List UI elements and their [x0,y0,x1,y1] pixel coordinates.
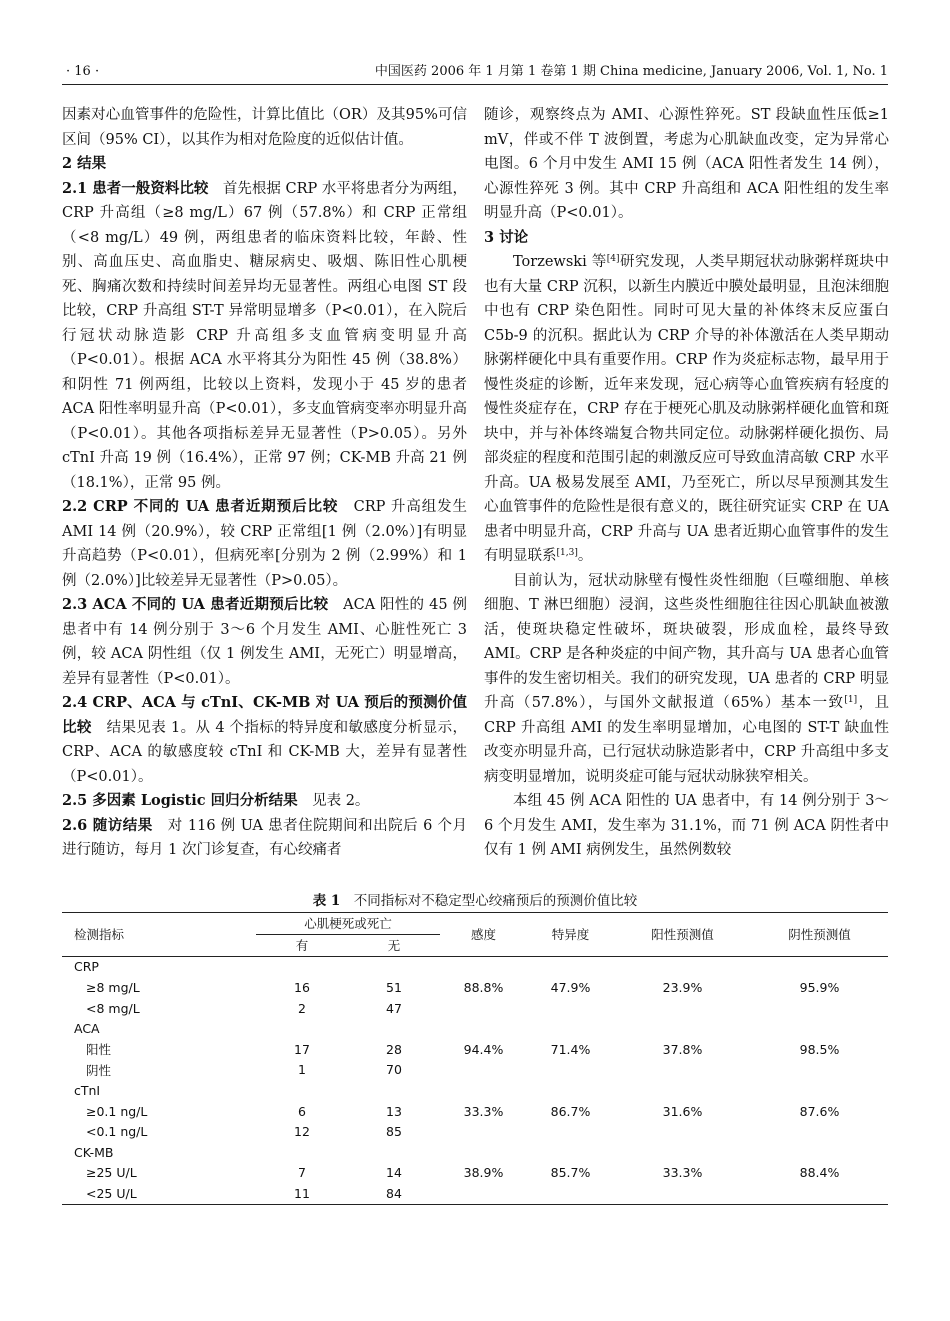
row-label: <8 mg/L [86,1000,140,1016]
cell-npv [751,1018,888,1039]
cell-sensitivity: 94.4% [463,1041,504,1057]
row-label: CK-MB [74,1144,114,1160]
header-indicator: 检测指标 [62,913,256,957]
cell-no [348,1018,440,1039]
cell-yes: 16 [294,979,310,995]
cell-yes [256,1142,348,1163]
header-sensitivity: 感度 [440,913,527,957]
cell-sensitivity [440,1080,527,1101]
section-2-6-title: 2.6 随访结果 [62,816,153,834]
table-row [62,1060,888,1081]
cell-npv [751,1080,888,1101]
cell-ppv [614,1183,751,1204]
cell-ppv: 31.6% [662,1103,703,1119]
cell-specificity [527,1018,614,1039]
row-label: 阴性 [86,1062,112,1078]
cell-no: 70 [386,1062,402,1078]
table-row [62,977,888,998]
citation-1-3: [1,3] [556,548,578,558]
cell-yes: 17 [294,1041,310,1057]
right-column [484,103,889,863]
cell-ppv [614,998,751,1019]
header-npv: 阴性预测值 [751,913,888,957]
table-row [62,1183,888,1204]
table-1-caption [62,889,888,909]
cell-ppv: 37.8% [662,1041,703,1057]
table-row [62,998,888,1019]
cell-npv: 88.4% [799,1165,840,1181]
followup-continuation: 随诊，观察终点为 AMI、心源性猝死。ST 段缺血性压低≥1 mV，伴或不伴 T 波倒置，考虑为心肌缺血改变，定为异常心电图。6 个月中发生 AMI 15 例（ACA 阳性者发生 14 例），心源性猝死 3 例。其中 CRP 升高组和 ACA 阳性组的发生率明显升高（P<0.01）。 [484,107,889,221]
table-1-label: 表 1 [312,893,341,909]
header-yes: 有 [256,934,348,956]
cell-no: 13 [386,1103,402,1119]
page-number: · 16 · [66,64,100,79]
cell-npv [751,1142,888,1163]
section-2-2-title: 2.2 CRP 不同的 UA 患者近期预后比较 [62,498,339,515]
cell-specificity [527,1183,614,1204]
cell-ppv [614,956,751,977]
cell-specificity [527,998,614,1019]
cell-sensitivity [440,956,527,977]
table-1-title: 不同指标对不稳定型心绞痛预后的预测价值比较 [353,893,638,909]
section-2-1-title: 2.1 患者一般资料比较 [62,179,209,197]
table-row [62,1039,888,1060]
cell-yes [256,1080,348,1101]
cell-sensitivity: 88.8% [463,979,504,995]
cell-specificity [527,1121,614,1142]
cell-npv [751,1183,888,1204]
header-mi-or-death: 心肌梗死或死亡 [256,913,440,935]
results-heading: 2 结果 [62,155,107,172]
section-2-6-body: 对 116 例 UA 患者住院期间和出院后 6 个月进行随访，每月 1 次门诊复查，有心绞痛者 [62,817,467,858]
cell-sensitivity [440,1060,527,1081]
section-2-4-body: 结果见表 1。从 4 个指标的特异度和敏感度分析显示，CRP、ACA 的敏感度较 cTnI 和 CK-MB 大，差异有显著性（P<0.01）。 [62,719,468,785]
section-2-3-title: 2.3 ACA 不同的 UA 患者近期预后比较 [62,596,329,613]
cell-sensitivity [440,1183,527,1204]
table-row [62,1163,888,1184]
journal-citation: 中国医药 2006 年 1 月第 1 卷第 1 期 China medicine, January 2006, Vol. 1, No. 1 [374,64,888,79]
row-label: cTnI [74,1082,101,1098]
cell-sensitivity [440,1142,527,1163]
cell-yes [256,1018,348,1039]
cell-npv [751,998,888,1019]
cell-yes: 11 [256,1183,348,1204]
discussion-p1-start: Torzewski 等 [513,254,607,270]
cell-no: 14 [386,1165,402,1181]
section-2-4 [62,691,467,789]
cell-sensitivity [440,1018,527,1039]
cell-yes [256,956,348,977]
cell-ppv [614,1060,751,1081]
discussion-p2-start: 目前认为，冠状动脉壁有慢性炎性细胞（巨噬细胞、单核细胞、T 淋巴细胞）浸润，这些炎性细胞往往因心肌缺血被激活，使斑块稳定性破坏，斑块破裂，形成血栓，最终导致 AMI。CRP 是各种炎症的中间产物，其升高与 UA 患者心血管事件的发生密切相关。我们的研究发现，UA 患者的 CRP 明显升高（57.8%），与国外文献报道（65%）基本一致 [484,572,889,711]
table-row [62,1142,888,1163]
table-row [62,1080,888,1101]
cell-ppv [614,1018,751,1039]
row-label: <0.1 ng/L [86,1124,148,1140]
cell-specificity: 86.7% [550,1103,591,1119]
section-2-3-body: ACA 阳性的 45 例患者中有 14 例分别于 3～6 个月发生 AMI、心脏性死亡 3 例，较 ACA 阴性组（仅 1 例发生 AMI，无死亡）明显增高，差异有显著性（P<0.01）。 [62,597,467,687]
table-1 [62,912,888,1205]
cell-no: 85 [386,1124,402,1140]
cell-ppv [614,1080,751,1101]
cell-no [348,1142,440,1163]
cell-no: 51 [386,979,402,995]
cell-specificity: 85.7% [550,1165,591,1181]
cell-npv [751,956,888,977]
section-2-3 [62,593,467,691]
cell-specificity [527,1142,614,1163]
cell-yes: 12 [294,1124,310,1140]
cell-npv [751,1060,888,1081]
section-2-2-body: CRP 升高组发生 AMI 14 例（20.9%），较 CRP 正常组[1 例（2.0%）]有明显升高趋势（P<0.01），但病死率[分别为 2 例（2.99%）和 1 例（2.0%）]比较差异无显著性（P>0.05）。 [62,499,467,589]
cell-yes: 6 [298,1103,306,1119]
table-row [62,956,888,977]
cell-npv [751,1121,888,1142]
cell-npv: 87.6% [799,1103,840,1119]
section-2-5 [62,789,467,814]
cell-specificity: 71.4% [550,1041,591,1057]
cell-yes: 2 [298,1000,306,1016]
cell-npv: 98.5% [799,1041,840,1057]
cell-specificity: 47.9% [550,979,591,995]
section-2-4-title: 2.4 CRP、ACA 与 cTnI、CK-MB 对 UA 预后的预测价值比较 [62,694,467,736]
cell-no [348,956,440,977]
table-row [62,1101,888,1122]
table-header-row [62,913,888,935]
cell-sensitivity: 38.9% [463,1165,504,1181]
cell-yes: 7 [298,1165,306,1181]
row-label: ACA [74,1021,100,1037]
cell-no: 47 [386,1000,402,1016]
section-2-5-body: 见表 2。 [312,793,370,809]
running-header [62,60,888,85]
cell-ppv: 33.3% [662,1165,703,1181]
table-1-body [62,956,888,1204]
section-2-1 [62,177,467,496]
table-row [62,1121,888,1142]
row-label: <25 U/L [62,1183,256,1204]
header-no: 无 [348,934,440,956]
header-specificity: 特异度 [527,913,614,957]
cell-no: 28 [386,1041,402,1057]
section-2-1-body: 首先根据 CRP 水平将患者分为两组，CRP 升高组（≥8 mg/L）67 例（57.8%）和 CRP 正常组（<8 mg/L）49 例，两组患者的临床资料比较，年龄、性别、高血压史、高血脂史、糖尿病史、吸烟、陈旧性心肌梗死、胸痛次数和持续时间差异均无显著性。两组心电图 ST 段比较，CRP 升高组 ST-T 异常明显增多（P<0.01），在入院后行冠状动脉造影 CRP 升高组多支血管病变明显升高（P<0.01）。根据 ACA 水平将其分为阳性 45 例（38.8%）和阴性 71 例两组，比较以上资料，发现小于 45 岁的患者 ACA 阳性率明显升高（P<0.01），多支血管病变率亦明显升高（P<0.01）。其他各项指标差异无显著性（P>0.05）。另外 cTnI 升高 19 例（16.4%），正常 97 例；CK-MB 升高 21 例（18.1%），正常 95 例。 [62,180,467,491]
cell-ppv: 23.9% [662,979,703,995]
cell-specificity [527,956,614,977]
discussion-paragraph-3: 本组 45 例 ACA 阳性的 UA 患者中，有 14 例分别于 3～6 个月发生 AMI，发生率为 31.1%，而 71 例 ACA 阴性者中仅有 1 例 AMI 病例发生，虽然例数较 [484,793,889,858]
row-label: ≥25 U/L [86,1165,137,1181]
cell-ppv [614,1142,751,1163]
cell-sensitivity [440,998,527,1019]
citation-1: [1] [844,695,858,705]
cell-yes: 1 [298,1062,306,1078]
header-ppv: 阳性预测值 [614,913,751,957]
cell-no [348,1080,440,1101]
section-2-2 [62,495,467,593]
discussion-paragraph-2 [484,569,889,790]
row-label: 阳性 [86,1042,112,1058]
cell-ppv [614,1121,751,1142]
row-label: ≥8 mg/L [86,979,140,995]
row-label: ≥0.1 ng/L [86,1103,148,1119]
cell-specificity [527,1080,614,1101]
discussion-p1-body: 研究发现，人类早期冠状动脉粥样斑块中也有大量 CRP 沉积，以新生内膜近中膜处最明显，且泡沫细胞中也有 CRP 染色阳性。同时可见大量的补体终末反应蛋白 C5b-9 的沉积。据此认为 CRP 介导的补体激活在人类早期动脉粥样硬化中具有重要作用。CRP 作为炎症标志物，最早用于慢性炎症的诊断，近年来发现，冠心病等心血管疾病有轻度的慢性炎症存在，CRP 存在于梗死心肌及动脉粥样硬化血管和斑块中，并与补体终端复合物共同定位。动脉粥样硬化损伤、局部炎症的程度和范围引起的刺激反应可导致血清高敏 CRP 水平升高。UA 极易发展至 AMI，乃至死亡，所以尽早预测其发生心血管事件的危险性是很有意义的，既往研究证实 CRP 在 UA 患者中明显升高，CRP 升高与 UA 患者近期心血管事件的发生有明显联系 [484,254,889,564]
discussion-p1-end: 。 [577,548,593,564]
discussion-heading: 3 讨论 [484,228,529,246]
cell-npv: 95.9% [799,979,840,995]
section-2-5-title: 2.5 多因素 Logistic 回归分析结果 [62,792,298,809]
discussion-p2-body: ，且 CRP 升高组 AMI 的发生率明显增加，心电图的 ST-T 缺血性改变亦明显升高，已行冠状动脉造影者中，CRP 升高组中多支病变明显增加，说明炎症可能与冠状动脉狭窄相关。 [484,695,889,785]
table-row [62,1018,888,1039]
cell-no: 84 [348,1183,440,1204]
citation-4: [4] [606,254,620,264]
intro-paragraph: 因素对心血管事件的危险性，计算比值比（OR）及其95%可信区间（95% CI），以其作为相对危险度的近似估计值。 [62,107,467,148]
cell-sensitivity [440,1121,527,1142]
left-column [62,103,467,863]
cell-specificity [527,1060,614,1081]
section-2-6 [62,814,467,863]
cell-sensitivity: 33.3% [463,1103,504,1119]
discussion-paragraph-1 [484,250,889,569]
row-label: CRP [74,959,99,975]
